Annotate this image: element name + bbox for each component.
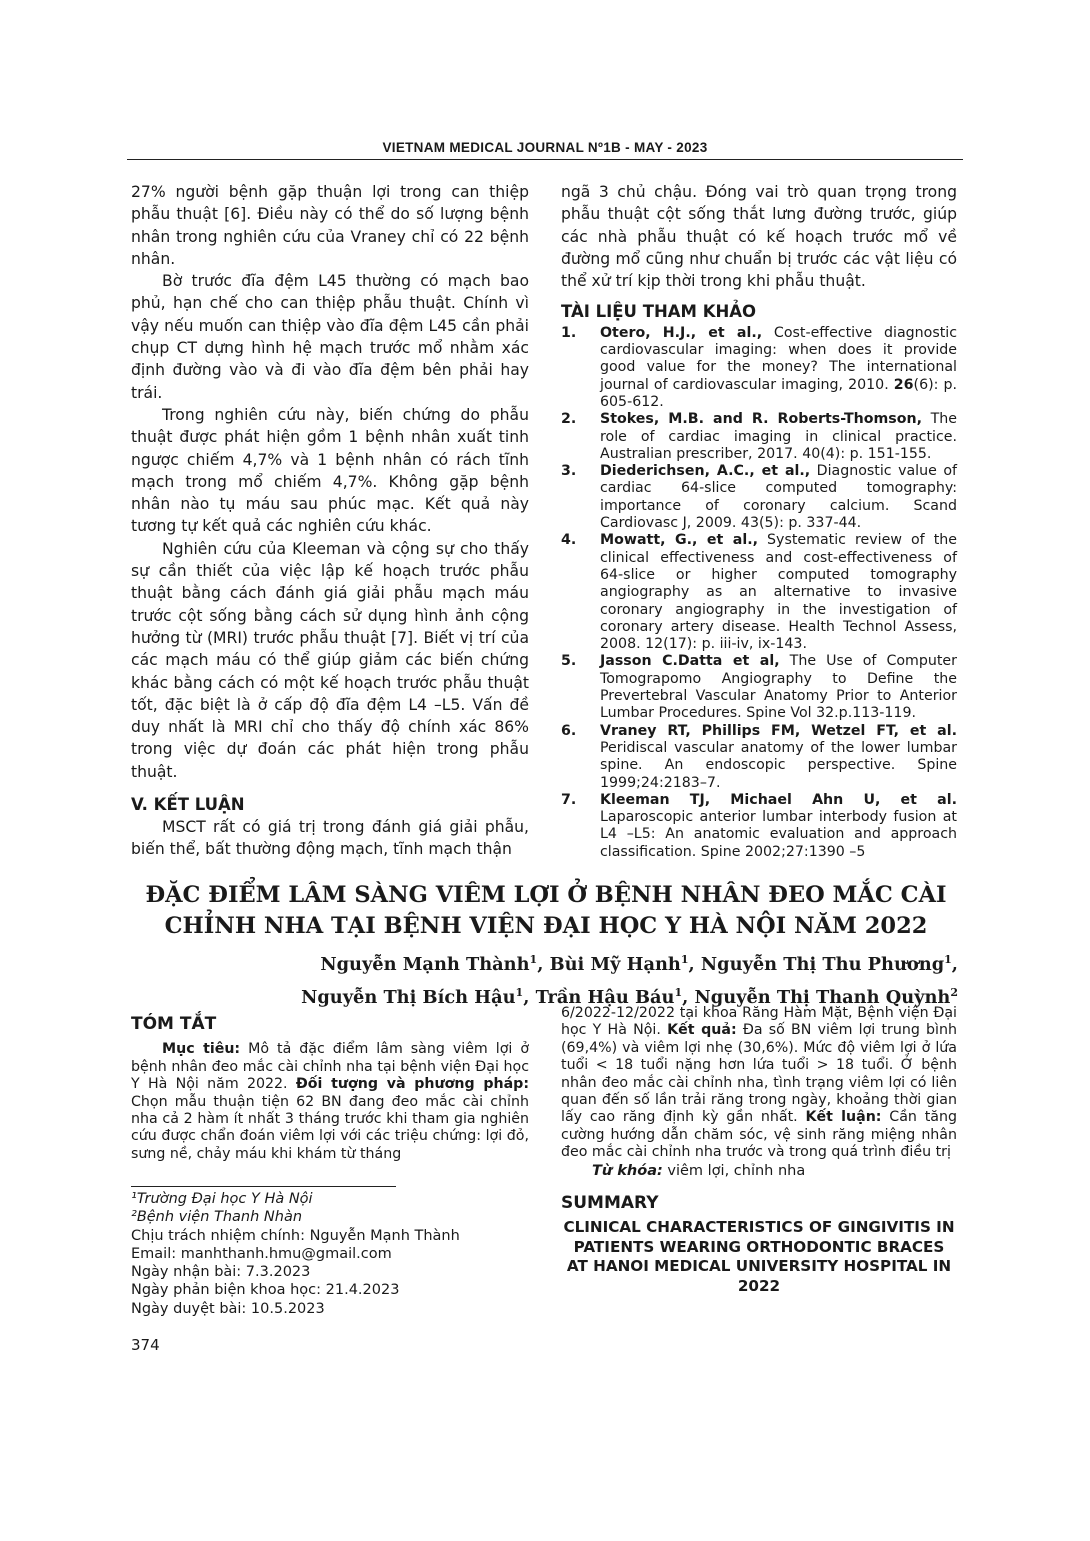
reference-text: Systematic review of the clinical effectiveness and cost-effectiveness of 64-slice or higher computed tomography angiography as an alternative to invasive coronary angiography in the investigation of coronary artery disease. Health Technol Assess, 2008. 12(17): p. iii-iv, ix-143.	[600, 532, 957, 653]
header-rule	[127, 159, 963, 160]
reference-pages: (6): p. 605-612.	[600, 376, 958, 410]
affiliation-1: ¹Trường Đại học Y Hà Nội	[131, 1191, 313, 1207]
methods-continued: 6/2022-12/2022 tại khoa Răng Hàm Mặt, Bệnh viện Đại học Y Hà Nội.	[561, 1005, 957, 1039]
left-paragraph-4: Nghiên cứu của Kleeman và cộng sự cho thấy sự cần thiết của việc lập kế hoạch trước phẫu thuật bằng cách đánh giá giải phẫu mạch máu trước cột sống bằng cách sử dụng hình ảnh cộng hưởng từ (MRI) trước phẫu thuật [7]. Biết vị trí của các mạch máu có thể giúp giảm các biến chứng khác bằng cách có một kế hoạch trước phẫu thuật tốt, đặc biệt là ở cấp độ đĩa đệm L4 –L5. Vấn đề duy nhất là MRI chỉ cho thấy độ chính xác 86% trong việc dự đoán các phát hiện trong phẫu thuật.	[131, 539, 529, 781]
author-affiliation: 1	[674, 985, 683, 999]
objective-text: Mô tả đặc điểm lâm sàng viêm lợi ở bệnh nhân đeo mắc cài chỉnh nha tại bệnh viện Đại học Y Hà Nội năm 2022.	[131, 1041, 529, 1093]
objective-label: Mục tiêu:	[162, 1041, 241, 1058]
review-date: Ngày phản biện khoa học: 21.4.2023	[131, 1282, 400, 1299]
reference-number: 3.	[561, 463, 577, 480]
reference-number: 4.	[561, 532, 577, 549]
author-affiliation: 1	[944, 953, 952, 966]
conclusion-heading: V. KẾT LUẬN	[131, 795, 245, 815]
left-paragraph-2: Bờ trước đĩa đệm L45 thường có mạch bao phủ, hạn chế cho can thiệp phẫu thuật. Chính vì vậy nếu muốn can thiệp vào đĩa đệm L45 cần phải chụp CT dựng hình hệ mạch trước mổ nhằm xác định đường vào và đi vào đĩa đệm bên phải hay trái.	[131, 272, 529, 402]
reference-item	[561, 653, 957, 722]
keywords-label: Từ khóa:	[592, 1162, 663, 1179]
reference-number: 1.	[561, 324, 577, 341]
results-label: Kết quả:	[667, 1022, 737, 1039]
reference-item	[561, 532, 957, 653]
reference-number: 6.	[561, 722, 577, 739]
reference-item	[561, 411, 957, 463]
reference-number: 7.	[561, 791, 577, 808]
methods-text: Chọn mẫu thuận tiện 62 BN đang đeo mắc cài chỉnh nha cả 2 hàm ít nhất 3 tháng trước khi tham gia nghiên cứu được chẩn đoán viêm lợi với các triệu chứng: lợi đỏ, sưng nề, chảy máu khi khám từ tháng	[131, 1093, 529, 1162]
keywords	[561, 1163, 957, 1180]
author-affiliation: 1	[515, 985, 524, 999]
article-title: ĐẶC ĐIỂM LÂM SÀNG VIÊM LỢI Ở BỆNH NHÂN ĐEO MẮC CÀI CHỈNH NHA TẠI BỆNH VIỆN ĐẠI HỌC Y HÀ NỘI NĂM 2022	[145, 882, 947, 939]
reference-volume: 26	[893, 376, 914, 393]
right-paragraph-1: ngã 3 chủ chậu. Đóng vai trò quan trọng trong phẫu thuật cột sống thắt lưng đường trước, giúp các nhà phẫu thuật có kế hoạch trước mổ về đường mổ cũng như chuẩn bị trước các vật liệu có thể xử trí kịp thời trong khi phẫu thuật.	[561, 183, 957, 291]
author-separator: ,	[523, 986, 536, 1008]
author-separator: ,	[537, 953, 550, 975]
conclusion-label: Kết luận:	[805, 1109, 882, 1126]
reference-authors: Otero, H.J., et al.,	[600, 324, 763, 341]
author-name: Nguyễn Mạnh Thành	[320, 953, 530, 975]
abstract-right	[561, 1005, 957, 1296]
footnotes	[131, 1190, 529, 1318]
reference-authors: Diederichsen, A.C., et al.,	[600, 463, 811, 480]
conclusion-text: Cần tăng cường hướng dẫn chăm sóc, vệ sinh răng miệng nhân đeo mắc cài chỉnh nha trước và trong quá trình điều trị	[561, 1109, 957, 1161]
author-name: Nguyễn Thị Thanh Quỳnh	[694, 986, 951, 1008]
author-separator: ,	[682, 986, 695, 1008]
keywords-text: viêm lợi, chỉnh nha	[662, 1162, 806, 1179]
reference-list	[561, 325, 957, 861]
methods-label: Đối tượng và phương pháp:	[295, 1076, 530, 1093]
right-column	[561, 181, 957, 861]
references-heading: TÀI LIỆU THAM KHẢO	[561, 302, 757, 322]
left-column	[131, 181, 529, 861]
reference-authors: Stokes, M.B. and R. Roberts-Thomson,	[600, 411, 922, 428]
reference-text: The Use of Computer Tomograpomo Angiography to Define the Prevertebral Vascular Anatomy Prior to Anterior Lumbar Procedures. Spine Vol 32.p.113-119.	[600, 653, 957, 722]
abstract-paragraph	[131, 1041, 529, 1163]
reference-text: The role of cardiac imaging in clinical practice. Australian prescriber, 2017. 40(4): p. 151-155.	[600, 411, 957, 462]
contact-email: Email: manhthanh.hmu@gmail.com	[131, 1245, 392, 1262]
abstract-left	[131, 1013, 529, 1163]
approval-date: Ngày duyệt bài: 10.5.2023	[131, 1300, 325, 1317]
author-line-1	[131, 946, 958, 979]
footnote-rule	[131, 1186, 396, 1187]
results-text: Đa số BN viêm lợi trung bình (69,4%) và viêm lợi nhẹ (30,6%). Mức độ viêm lợi ở lứa tuổi < 18 tuổi nặng hơn lứa tuổi > 18 tuổi. Ở bệnh nhân đeo mắc cài chỉnh nha, tình trạng viêm lợi có liên quan đến số lần trải răng trong ngày, khoảng thời gian lấy cao răng định kỳ gần nhất.	[561, 1022, 957, 1126]
responsible-author: Chịu trách nhiệm chính: Nguyễn Mạnh Thành	[131, 1227, 460, 1244]
page-number: 374	[131, 1336, 160, 1354]
affiliation-2: ²Bệnh viện Thanh Nhàn	[131, 1209, 303, 1226]
reference-item	[561, 792, 957, 861]
reference-text: Laparoscopic anterior lumbar interbody fusion at L4 –L5: An anatomic evaluation and approach classification. Spine 2002;27:1390 –5	[600, 809, 957, 860]
reference-item	[561, 723, 957, 792]
received-date: Ngày nhận bài: 7.3.2023	[131, 1264, 311, 1281]
author-affiliation: 2	[950, 985, 958, 999]
author-name: Bùi Mỹ Hạnh	[549, 953, 681, 975]
summary-heading: SUMMARY	[561, 1193, 659, 1214]
author-name: Nguyễn Thị Thu Phương	[700, 953, 945, 975]
reference-item	[561, 325, 957, 411]
reference-authors: Mowatt, G., et al.,	[600, 532, 758, 549]
left-paragraph-1: 27% người bệnh gặp thuận lợi trong can thiệp phẫu thuật [6]. Điều này có thể do số lượng bệnh nhân trong nghiên cứu của Vraney chỉ có 22 bệnh nhân.	[131, 183, 529, 268]
reference-text: Cost-effective diagnostic cardiovascular imaging: when does it provide good value for the money? The international journal of cardiovascular imaging, 2010.	[600, 324, 958, 393]
author-affiliation: 1	[680, 953, 689, 966]
summary-title: CLINICAL CHARACTERISTICS OF GINGIVITIS IN PATIENTS WEARING ORTHODONTIC BRACES AT HANOI MEDICAL UNIVERSITY HOSPITAL IN 2022	[563, 1218, 955, 1295]
reference-authors: Kleeman TJ, Michael Ahn U, et al.	[600, 791, 957, 808]
author-name: Trần Hậu Báu	[535, 986, 675, 1008]
left-paragraph-5: MSCT rất có giá trị trong đánh giá giải phẫu, biến thể, bất thường động mạch, tĩnh mạch thận	[131, 818, 529, 859]
reference-number: 2.	[561, 411, 577, 428]
journal-header: VIETNAM MEDICAL JOURNAL Nº1B - MAY - 2023	[382, 140, 708, 155]
author-list	[131, 946, 958, 1012]
reference-number: 5.	[561, 653, 577, 670]
author-affiliation: 1	[529, 953, 538, 966]
reference-authors: Jasson C.Datta et al,	[600, 653, 780, 670]
author-separator: ,	[688, 953, 701, 975]
author-name: Nguyễn Thị Bích Hậu	[301, 986, 516, 1008]
abstract-continued	[561, 1005, 957, 1162]
abstract-heading: TÓM TẮT	[131, 1014, 217, 1034]
reference-text: Peridiscal vascular anatomy of the lower lumbar spine. An endoscopic perspective. Spine 1999;24:2183–7.	[600, 739, 957, 791]
reference-authors: Vraney RT, Phillips FM, Wetzel FT, et al.	[600, 722, 957, 739]
reference-text: Diagnostic value of cardiac 64-slice computed tomography: importance of coronary calcium. Scand Cardiovasc J, 2009. 43(5): p. 337-44.	[600, 463, 957, 532]
left-paragraph-3: Trong nghiên cứu này, biến chứng do phẫu thuật được phát hiện gồm 1 bệnh nhân xuất tinh ngược chiếm 4,7% và 1 bệnh nhân có rách tĩnh mạch trong mổ chiếm 4,7%. Không gặp bệnh nhân nào tụ máu sau phúc mạc. Kết quả này tương tự kết quả các nghiên cứu khác.	[131, 405, 529, 536]
reference-item	[561, 463, 957, 532]
author-separator: ,	[951, 953, 958, 975]
